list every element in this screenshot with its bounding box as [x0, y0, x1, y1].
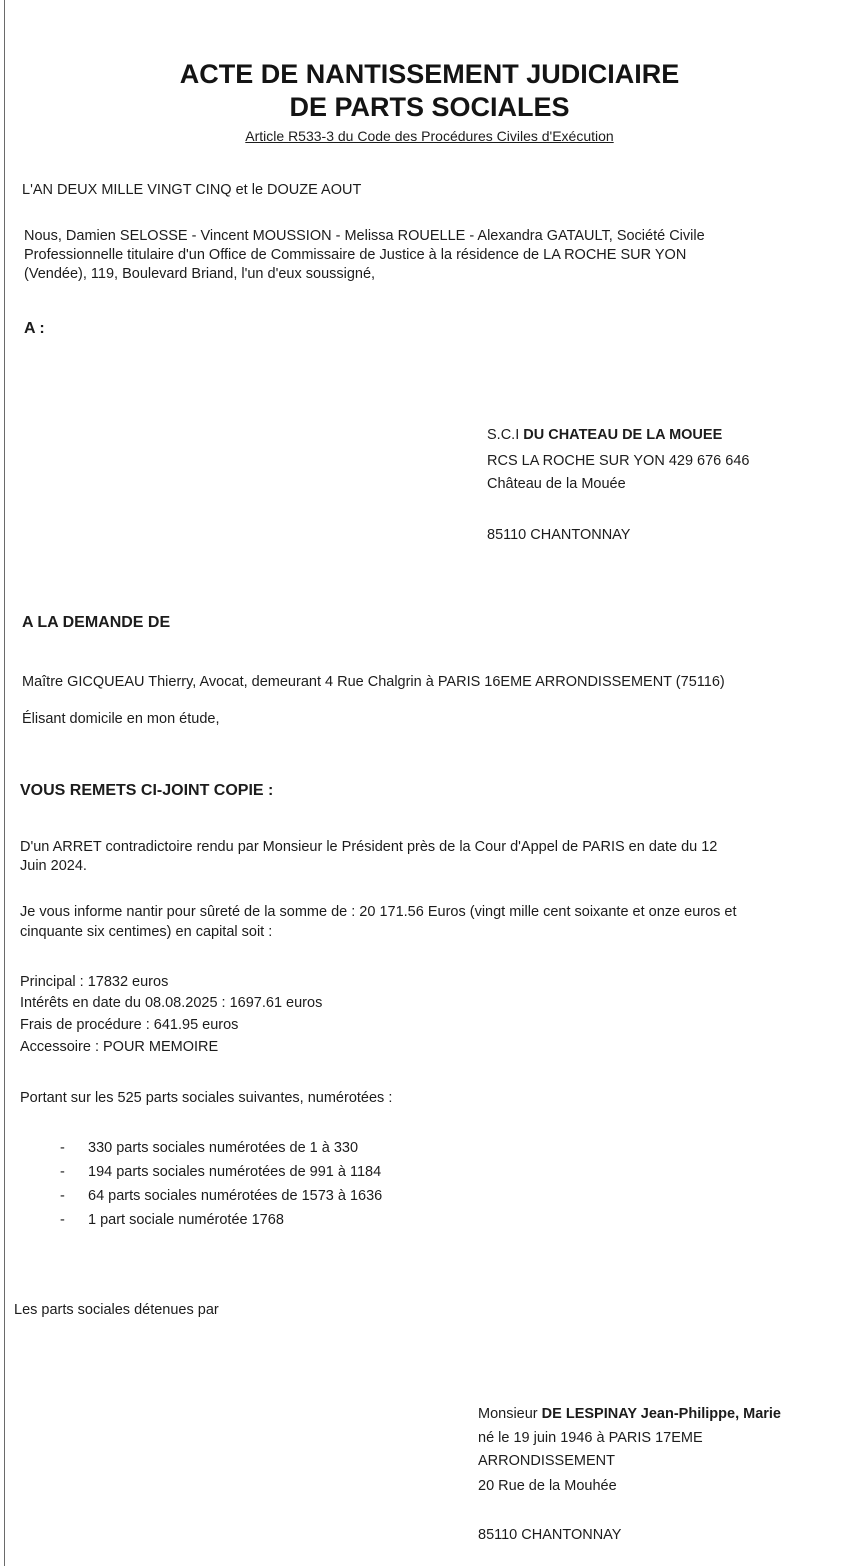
parts-item-text: 194 parts sociales numérotées de 991 à 1184: [88, 1164, 382, 1180]
bullet-marker: -: [60, 1212, 65, 1228]
surete-line2: cinquante six centimes) en capital soit :: [20, 924, 273, 940]
recipient-address: Château de la Mouée: [487, 476, 626, 492]
recipient-city: 85110 CHANTONNAY: [487, 527, 631, 543]
document-title-line1: ACTE DE NANTISSEMENT JUDICIAIRE: [179, 59, 680, 89]
title-block: [0, 58, 859, 144]
bullet-marker: -: [60, 1164, 65, 1180]
copy-heading: VOUS REMETS CI-JOINT COPIE :: [20, 782, 274, 799]
bullet-marker: -: [60, 1140, 65, 1156]
intro-line2: Professionnelle titulaire d'un Office de Commissaire de Justice à la résidence de LA ROCHE SUR YON: [24, 247, 687, 263]
holder-city: 85110 CHANTONNAY: [478, 1527, 622, 1543]
parts-item-text: 64 parts sociales numérotées de 1573 à 1636: [88, 1188, 383, 1204]
holder-prefix: Monsieur: [478, 1406, 538, 1422]
parts-intro: Portant sur les 525 parts sociales suivantes, numérotées :: [20, 1090, 393, 1106]
parts-item-text: 1 part sociale numérotée 1768: [88, 1212, 284, 1228]
request-heading: A LA DEMANDE DE: [22, 614, 171, 631]
recipient-prefix: S.C.I: [487, 427, 520, 443]
holder-birth-line1: né le 19 juin 1946 à PARIS 17EME: [478, 1430, 703, 1446]
surete-line1: Je vous informe nantir pour sûreté de la somme de : 20 171.56 Euros (vingt mille cent soixante et onze euros et: [20, 904, 737, 920]
bullet-marker: -: [60, 1188, 65, 1204]
holder-name: DE LESPINAY Jean-Philippe, Marie: [541, 1406, 781, 1422]
amount-interets: Intérêts en date du 08.08.2025 : 1697.61 euros: [20, 995, 323, 1011]
document-title-line2: DE PARTS SOCIALES: [289, 92, 570, 122]
recipient-name: DU CHATEAU DE LA MOUEE: [523, 427, 723, 443]
parts-list-item: [60, 1186, 382, 1206]
domicile-line: Élisant domicile en mon étude,: [22, 711, 220, 727]
amount-principal: Principal : 17832 euros: [20, 974, 169, 990]
holder-birth-line2: ARRONDISSEMENT: [478, 1453, 615, 1469]
amount-accessoire: Accessoire : POUR MEMOIRE: [20, 1039, 219, 1055]
requester-line: Maître GICQUEAU Thierry, Avocat, demeurant 4 Rue Chalgrin à PARIS 16EME ARRONDISSEMENT (75116): [22, 674, 725, 690]
parts-list-item: [60, 1138, 358, 1158]
to-label: A :: [24, 320, 45, 337]
recipient-name-line: [487, 425, 722, 445]
intro-line1: Nous, Damien SELOSSE - Vincent MOUSSION - Melissa ROUELLE - Alexandra GATAULT, Société Civile: [24, 228, 705, 244]
holder-name-line: [478, 1404, 781, 1424]
arret-line2: Juin 2024.: [20, 858, 87, 874]
parts-item-text: 330 parts sociales numérotées de 1 à 330: [88, 1140, 359, 1156]
holder-address: 20 Rue de la Mouhée: [478, 1478, 617, 1494]
intro-line3: (Vendée), 119, Boulevard Briand, l'un d'eux soussigné,: [24, 266, 376, 282]
recipient-rcs: RCS LA ROCHE SUR YON 429 676 646: [487, 453, 750, 469]
amount-frais: Frais de procédure : 641.95 euros: [20, 1017, 239, 1033]
left-margin-line: [4, 0, 5, 1566]
parts-list-item: [60, 1162, 381, 1182]
arret-line1: D'un ARRET contradictoire rendu par Monsieur le Président près de la Cour d'Appel de PARIS en date du 12: [20, 839, 718, 855]
held-by-line: Les parts sociales détenues par: [14, 1302, 219, 1318]
document-subtitle: Article R533-3 du Code des Procédures Civiles d'Exécution: [245, 128, 614, 144]
date-line: L'AN DEUX MILLE VINGT CINQ et le DOUZE AOUT: [22, 182, 362, 198]
parts-list-item: [60, 1210, 284, 1230]
